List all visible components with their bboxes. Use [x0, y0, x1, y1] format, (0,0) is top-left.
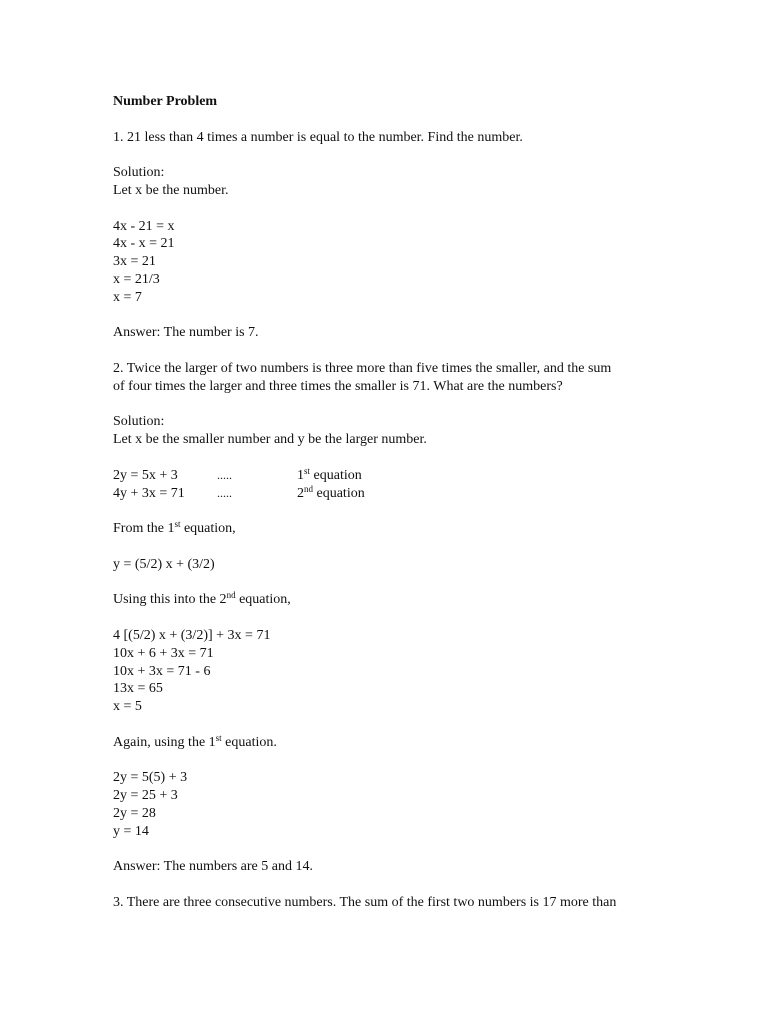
- x-step: 10x + 6 + 3x = 71: [113, 645, 214, 661]
- document-page: [113, 93, 673, 912]
- problem-2-question-line-1: 2. Twice the larger of two numbers is three more than five times the smaller, and the sum: [113, 360, 612, 376]
- problem-2-solution-label: Solution:: [113, 414, 165, 430]
- problem-3-question-line-1: 3. There are three consecutive numbers. The sum of the first two numbers is 17 more than: [113, 894, 617, 910]
- problem-2-let: Let x be the smaller number and y be the larger number.: [113, 432, 427, 448]
- problem-1-step: x = 7: [113, 289, 142, 305]
- document-title: Number Problem: [113, 94, 218, 109]
- y-expression: y = (5/2) x + (3/2): [113, 556, 215, 572]
- problem-1-step: 4x - x = 21: [113, 236, 175, 252]
- equation-row-1: [113, 467, 673, 485]
- from-first-equation: From the 1st equation,: [113, 519, 236, 537]
- equation-2-dots: .....: [217, 485, 232, 500]
- y-step: 2y = 25 + 3: [113, 788, 178, 804]
- again-first-equation: Again, using the 1st equation.: [113, 732, 277, 750]
- y-step: y = 14: [113, 823, 149, 839]
- problem-2-answer: Answer: The numbers are 5 and 14.: [113, 859, 313, 875]
- problem-1-step: 3x = 21: [113, 254, 156, 270]
- x-step: 4 [(5/2) x + (3/2)] + 3x = 71: [113, 627, 271, 643]
- problem-1-solution-label: Solution:: [113, 165, 165, 181]
- x-step: 13x = 65: [113, 681, 163, 697]
- problem-1-question: 1. 21 less than 4 times a number is equal to the number. Find the number.: [113, 129, 523, 145]
- problem-2-question-line-2: of four times the larger and three times the smaller is 71. What are the numbers?: [113, 378, 563, 394]
- problem-1-step: x = 21/3: [113, 271, 160, 287]
- problem-1-answer: Answer: The number is 7.: [113, 325, 259, 341]
- x-step: x = 5: [113, 699, 142, 715]
- problem-1-step: 4x - 21 = x: [113, 218, 175, 234]
- equation-2: 4y + 3x = 71: [113, 485, 185, 501]
- problem-1-let: Let x be the number.: [113, 182, 229, 198]
- equation-1-dots: .....: [217, 467, 232, 482]
- y-step: 2y = 5(5) + 3: [113, 770, 188, 786]
- x-step: 10x + 3x = 71 - 6: [113, 663, 211, 679]
- equation-1: 2y = 5x + 3: [113, 467, 178, 483]
- y-step: 2y = 28: [113, 805, 156, 821]
- using-second-equation: Using this into the 2nd equation,: [113, 590, 291, 608]
- equation-2-label: 2nd equation: [297, 483, 365, 501]
- equation-1-label: 1st equation: [297, 465, 362, 483]
- equation-row-2: [113, 485, 673, 503]
